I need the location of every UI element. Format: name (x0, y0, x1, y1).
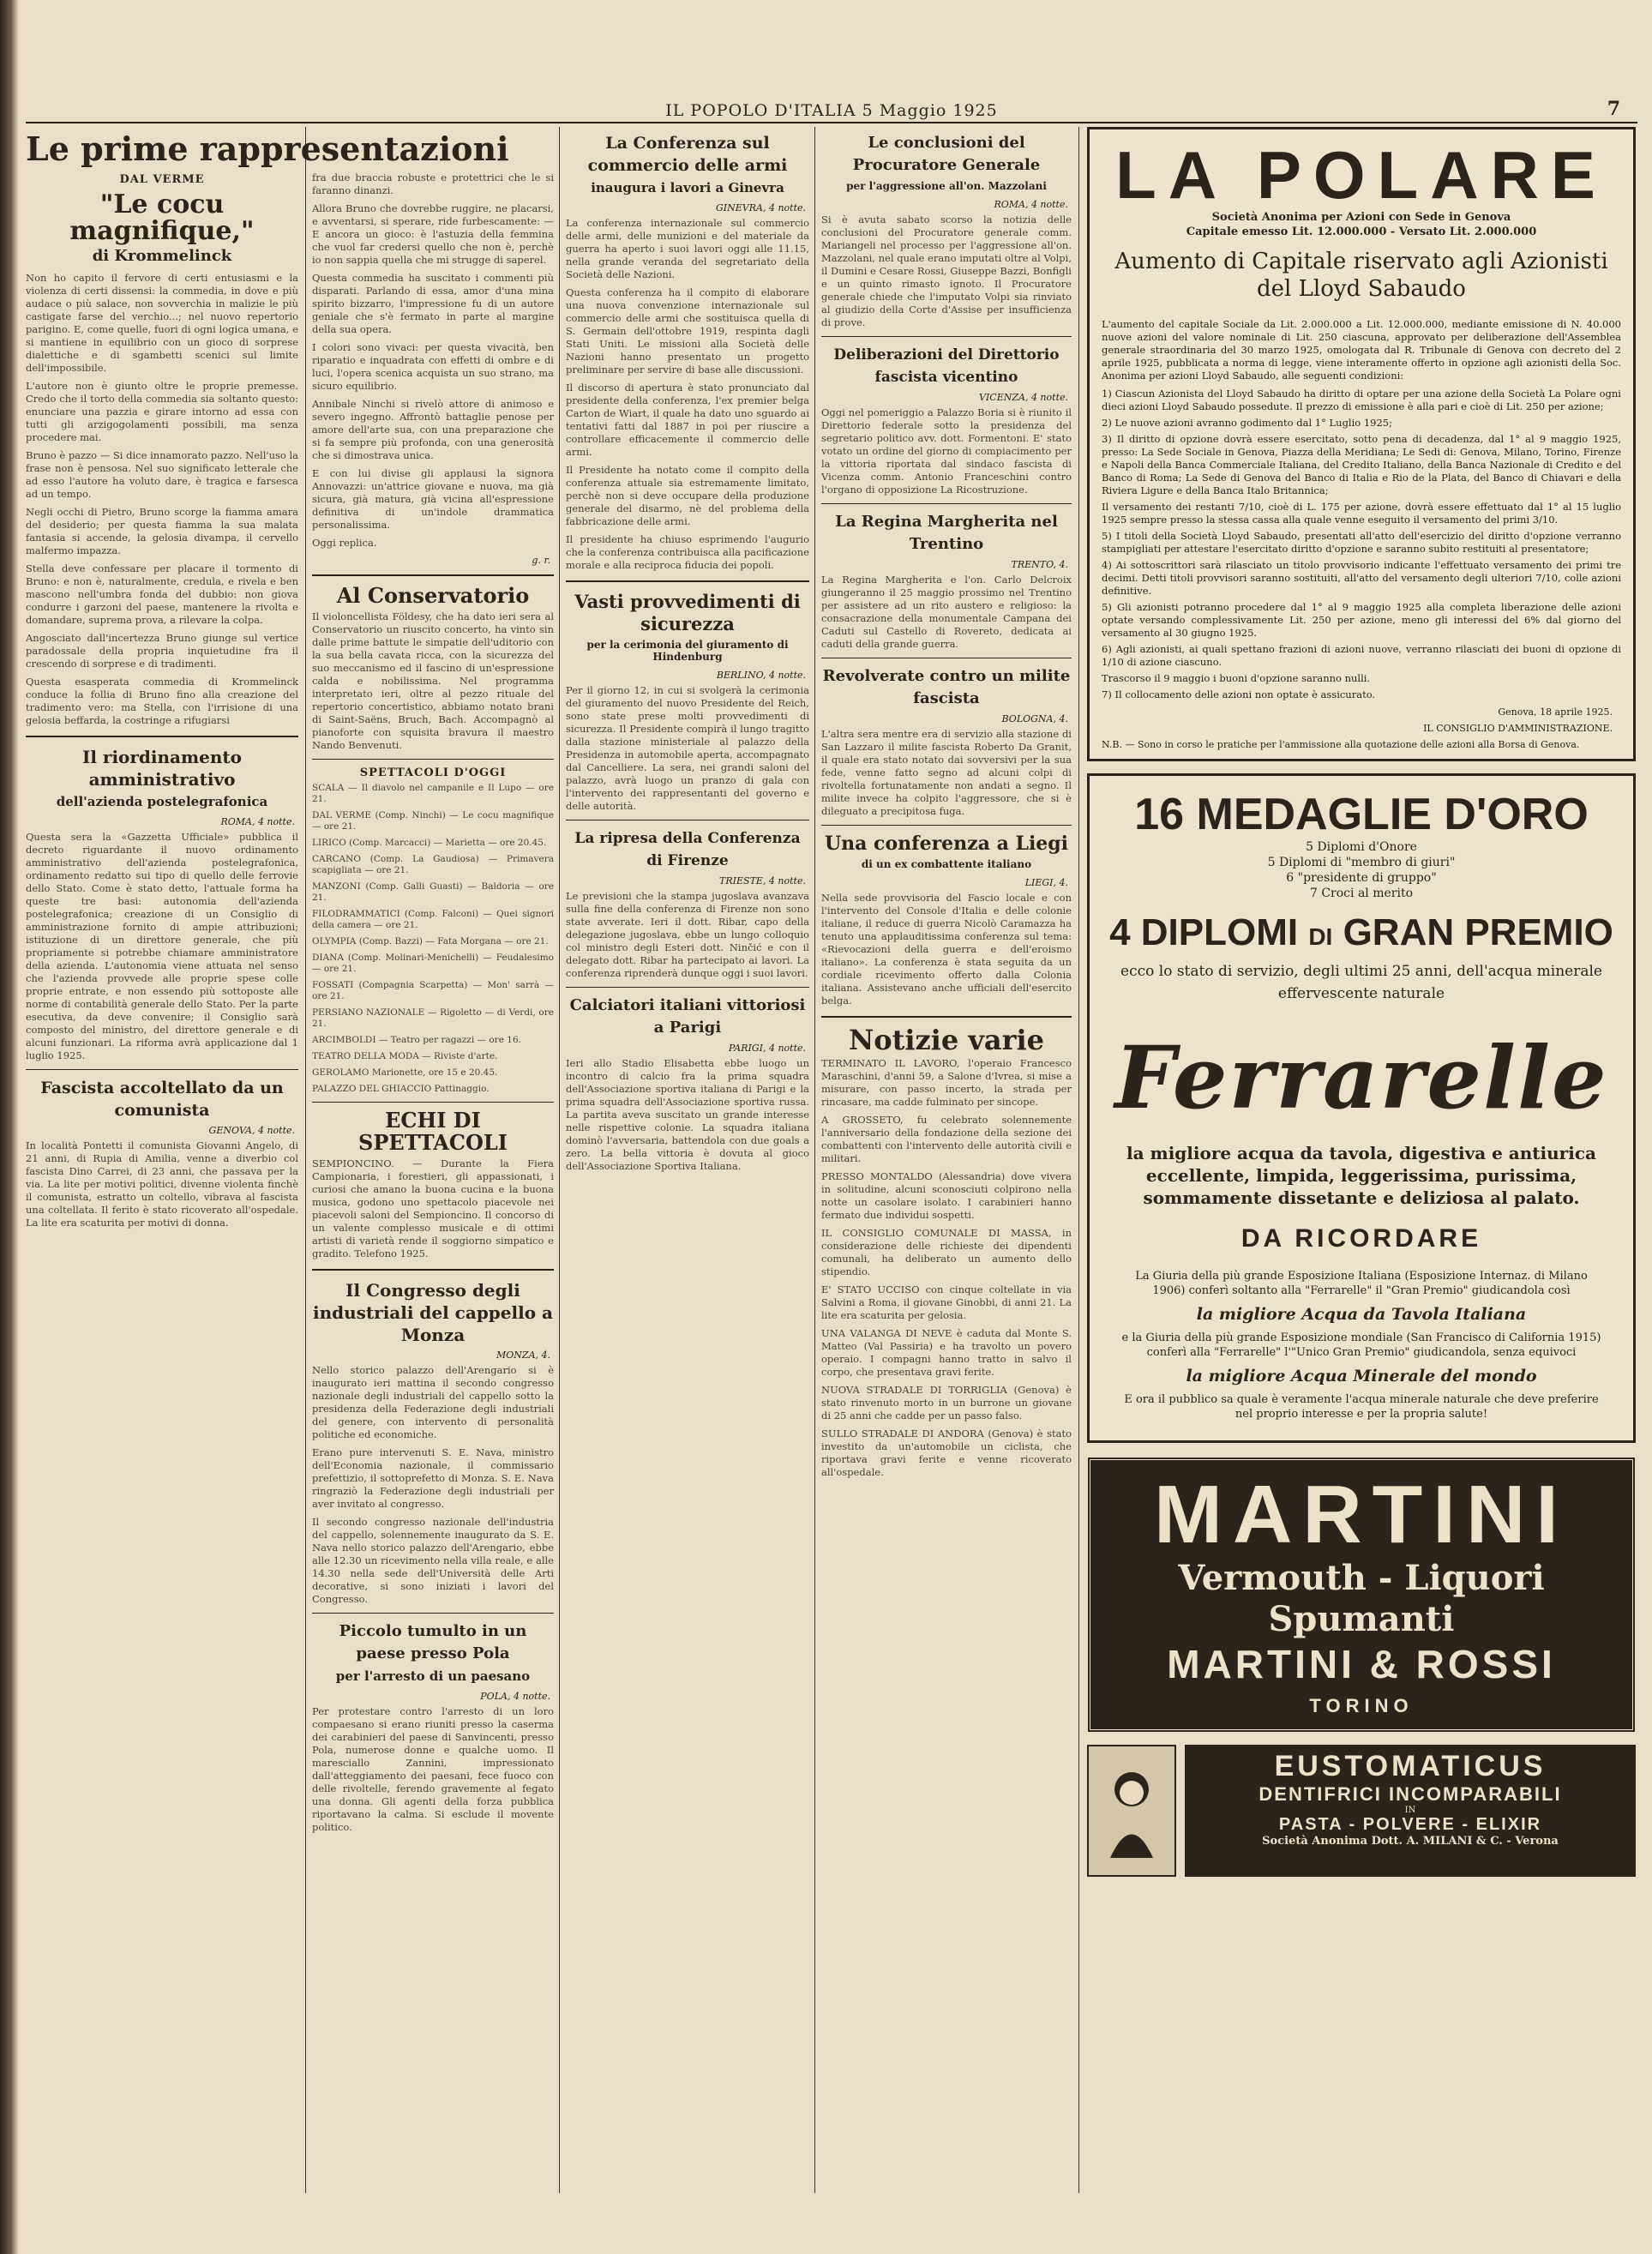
review-paragraph: Non ho capito il fervore di certi entusiasmi e la violenza di certi dissensi: la commedia, in dove e più audace o più salace, non sovverchia in malizie le più castigate farse del verchio...; nel nuovo repertorio parigino. E, come quelle, fuori di ogni logica umana, e si mantiene in equilibrio con un gioco di sorprese dialettiche e di sgambetti scenici sul limite dell'impossibile. (26, 271, 298, 374)
listing-item: ARCIMBOLDI — Teatro per ragazzi — ore 16. (312, 1035, 521, 1045)
listing-item: GEROLAMO Marionette, ore 15 e 20.45. (312, 1067, 498, 1078)
news-item: A GROSSETO, fu celebrato solennemente l'anniversario della fondazione della sezione dei combattenti con l'intervento delle autorità civili e militari. (821, 1113, 1072, 1164)
polare-point: 2) Le nuove azioni avranno godimento dal 1° Luglio 1925; (1102, 417, 1393, 429)
venue-name: DAL VERME (119, 172, 205, 186)
ferrarelle-diplomi-di: DI (1308, 923, 1333, 950)
portrait-illustration-icon (1087, 1745, 1176, 1877)
article-title: Vasti provvedimenti di sicurezza (574, 591, 801, 634)
article-paragraph: Nello storico palazzo dell'Arengario si è inaugurato ieri mattina il secondo congresso nazionale degli industriali del cappello sotto la presidenza della Federazione degli industriali del genere, con intervento di personalità politiche ed economiche. (312, 1364, 554, 1440)
review-paragraph: fra due braccia robuste e protettrici che le si faranno dinanzi. (312, 171, 554, 196)
martini-line: Vermouth - Liquori (1178, 1558, 1545, 1598)
section-divider (821, 1016, 1072, 1018)
news-item: E' STATO UCCISO con cinque coltellate in via Salvini a Roma, il giovane Ginobbi, di anni 21. La lite era scaturita per gelosia. (821, 1283, 1072, 1321)
review-paragraph: Bruno è pazzo — Si dice innamorato pazzo. Nell'uso la frase non è pensosa. Nel suo significato letterale che ad esso l'autore ha voluto dare, è tragica e farsesca ad un tempo. (26, 448, 298, 500)
article-dateline: VICENZA, 4 notte. (979, 392, 1068, 403)
section-divider (312, 574, 554, 576)
ferrarelle-stato: ecco lo stato di servizio, degli ultimi 25 anni, dell'acqua minerale effervescente naturale (1120, 963, 1602, 1002)
polare-note: N.B. — Sono in corso le pratiche per l'ammissione alla quotazione delle azioni alla Borsa di Genova. (1102, 739, 1580, 750)
article-subtitle: di un ex combattente italiano (861, 858, 1032, 870)
listing-item: FOSSATI (Compagnia Scarpetta) — Mon' sarrà — ore 21. (312, 980, 554, 1001)
page-header (26, 98, 1637, 123)
article-dateline: POLA, 4 notte. (480, 1691, 550, 1702)
section-title: Le prime rappresentazioni (26, 129, 509, 168)
article-title: La Regina Margherita nel Trentino (835, 513, 1058, 553)
article-dateline: BERLINO, 4 notte. (716, 670, 806, 681)
eustomaticus-in: IN (1404, 1806, 1416, 1815)
article-dateline: TRIESTE, 4 notte. (719, 875, 806, 887)
article-subtitle: per l'aggressione all'on. Mazzolani (846, 180, 1047, 192)
column-rule (559, 127, 560, 2193)
article-title: ECHI DI SPETTACOLI (358, 1108, 508, 1155)
article-body: Per protestare contro l'arresto di un loro compaesano si erano riuniti presso la caserma dei carabinieri del paese di Sanvincenti, presso Pola, numerose donne e qualche uomo. Il maresciallo Zannini, impressionato dall'atteggiamento dei paesani, fece fuoco con delle rivoltelle, ferendo gravemente al fegato una donna. Gli agenti della forza pubblica riportavano la calma. Si esclude il movente politico. (312, 1705, 554, 1833)
listing-item: MANZONI (Comp. Galli Guasti) — Baldoria — ore 21. (312, 881, 554, 903)
listing-item: DAL VERME (Comp. Ninchi) — Le cocu magnifique — ore 21. (312, 810, 554, 832)
column-rule (814, 127, 815, 2193)
review-paragraph: E con lui divise gli applausi la signora Annovazzi: un'attrice giovane e nuova, ma già sicura, già matura, già vicina all'espressione definitiva di un'indole drammatica personalissima. (312, 467, 554, 531)
review-paragraph: Angosciato dall'incertezza Bruno giunge sul vertice paradossale della propria inquietudine fra il crescendo di sorprese e di tradimenti. (26, 631, 298, 670)
section-divider (312, 1613, 554, 1614)
section-divider (566, 580, 809, 582)
article-title: Calciatori italiani vittoriosi a Parigi (569, 996, 806, 1037)
review-paragraph: Oggi replica. (312, 537, 377, 549)
article-body: In località Pontetti il comunista Giovanni Angelo, di 21 anni, di Rupia di Amilia, venne a diverbio col fascista Dino Carrei, di 23 anni, che passava per la via. La lite per motivi politici, divenne violenta finchè il comunista, estratto un coltello, vibrava al fascista una coltellata. Il ferito è stato ricoverato all'ospedale. La lite era scaturita per motivi di donna. (26, 1139, 298, 1229)
article-title: Il Congresso degli industriali del cappello a Monza (313, 1280, 553, 1345)
article-body (566, 217, 809, 572)
ferrarelle-sanfrancisco: e la Giuria della più grande Esposizione mondiale (San Francisco di California 1915) conferì alla "Ferrarelle" l'"Unico Gran Premio" giudicandola, senza equivoci (1121, 1331, 1601, 1359)
article-body: Per il giorno 12, in cui si svolgerà la cerimonia del giuramento del nuovo Presidente del Reich, sono state prese molti provvedimenti di sicurezza. Il Presidente compirà il lungo tragitto dalla stazione ministeriale al palazzo della Presidenza in automobile aperta, accompagnato dal Cancelliere. La sera, nei grandi saloni del palazzo, avrà luogo un pranzo di gala con l'intervento dei rappresentanti del governo e delle autorità. (566, 684, 809, 812)
polare-company: Società Anonima per Azioni con Sede in Genova (1211, 211, 1511, 224)
column-4 (821, 127, 1072, 2193)
review-continuation (312, 171, 554, 550)
ferrarelle-description: la migliore acqua da tavola, digestiva e antiurica eccellente, limpida, leggerissima, purissima, sommamente dissetante e deliziosa al palato. (1126, 1143, 1596, 1208)
eustomaticus-name: EUSTOMATICUS (1274, 1750, 1547, 1782)
ferrarelle-medals: 16 MEDAGLIE D'ORO (1134, 790, 1589, 839)
article-title: Al Conservatorio (336, 583, 530, 608)
ferrarelle-milano: La Giuria della più grande Esposizione Italiana (Esposizione Internaz. di Milano 1906) conferì soltanto alla "Ferrarelle" il "Gran Premio" giudicandola così (1135, 1270, 1588, 1297)
polare-point: 5) I titoli della Società Lloyd Sabaudo, presentati all'atto dell'esercizio del diritto d'opzione verranno stampigliati per attestare l'esercitato diritto d'opzione e saranno subito restituiti al presentatore; (1102, 530, 1621, 555)
martini-name: MARTINI (1154, 1469, 1569, 1560)
column-rule (305, 127, 306, 2193)
review-paragraph: Allora Bruno che dovrebbe ruggire, ne placarsi, e avventarsi, si sperare, ride furbescamente: — E ancora un gioco: è l'astuzia della femmina che vuol far credersi quello che non è, perchè io non sappia quella che mi strugge di saperel. (312, 202, 554, 266)
article-dateline: ROMA, 4 notte. (220, 815, 295, 827)
section-divider (312, 1102, 554, 1103)
martini-line: Spumanti (1268, 1599, 1455, 1639)
article-body: Le previsioni che la stampa jugoslava avanzava sulla fine della conferenza di Firenze non sono state avverate. Ieri il dott. Ribar, capo della delegazione jugoslava, ebbe un lungo colloquio col ministro degli Esteri dott. Ninčić e con il delegato dott. Ribar ha partecipato ai lavori. La conferenza riprenderà dunque oggi i suoi lavori. (566, 890, 809, 979)
article-paragraph: Erano pure intervenuti S. E. Nava, ministro dell'Economia nazionale, il commissario prefettizio, il sottoprefetto di Monza. S. E. Nava ringraziò la Federazione degli industriali per aver invitato al congresso. (312, 1446, 554, 1510)
ferrarelle-award: 5 Diplomi di "membro di giuri" (1267, 856, 1456, 869)
article-body: La Regina Margherita e l'on. Carlo Delcroix giungeranno il 25 maggio prossimo nel Trentino per assistere ad un rito austero e religioso: la consacrazione della monumentale Campana dei Caduti sul Castello di Rovereto, dedicata ai caduti della grande guerra. (821, 574, 1072, 650)
listing-item: SCALA — Il diavolo nel campanile e Il Lupo — ore 21. (312, 783, 554, 804)
ferrarelle-award: 7 Croci al merito (1309, 887, 1414, 900)
polare-point: 3) Il diritto di opzione dovrà essere esercitato, sotto pena di decadenza, dal 1° al 9 maggio 1925, presso: La Sede Sociale in Genova, Piazza della Meridiana; Le Sedi di: Genova, Milano, Torino, Firenze e Napoli della Banca Commerciale Italiana, del Credito Italiano, della Banca Nazionale di Credito e del Banco di Roma; La Sede di Genova del Banco di Italia e Rio de la Plata, del Banco di Chiavari e della Riviera Ligure e della Banca Italo Britannica; (1102, 433, 1621, 496)
news-item: UNA VALANGA DI NEVE è caduta dal Monte S. Matteo (Val Passiria) e ha travolto un povero operaio. I compagni hanno tratto in salvo il corpo, che presentava gravi ferite. (821, 1326, 1072, 1378)
listing-item: LIRICO (Comp. Marcacci) — Marietta — ore 20.45. (312, 838, 547, 848)
article-subtitle: per la cerimonia del giuramento di Hindenburg (586, 639, 789, 663)
page-binding-shadow (0, 0, 19, 2254)
listing-item: FILODRAMMATICI (Comp. Falconi) — Quei signori della camera — ore 21. (312, 909, 554, 930)
column-3 (566, 127, 809, 2193)
martini-brand: MARTINI & ROSSI (1167, 1642, 1556, 1686)
news-item: PRESSO MONTALDO (Alessandria) dove vivera in solitudine, alcuni sconosciuti colpirono nella notte un casolare isolato. I carabinieri hanno fermato due individui sospetti. (821, 1169, 1072, 1221)
section-divider (821, 336, 1072, 337)
article-body: SEMPIONCINO. — Durante la Fiera Campionaria, i forestieri, gli appassionati, i curiosi che amano la buona cucina e la buona musica, godono uno spettacolo piacevole nei piacevoli saloni del Sempioncino. Il concorso di un valente complesso musicale e di ottimi artisti di varietà rende il soggiorno simpatico e gradito. Telefono 1925. (312, 1157, 554, 1259)
column-2 (312, 171, 554, 2238)
ferrarelle-brand: Ferrarelle (1114, 1027, 1608, 1128)
ferrarelle-tagline: la migliore Acqua da Tavola Italiana (1196, 1305, 1527, 1324)
polare-intro: L'aumento del capitale Sociale da Lit. 2.000.000 a Lit. 12.000.000, mediante emissione di N. 40.000 nuove azioni del valore nominale di Lit. 250 ciascuna, approvato per deliberazione dell'Assemblea generale straordinaria del 30 marzo 1925, omologata dal R. Tribunale di Genova con decreto del 2 aprile 1925, pubblicata a norma di legge, viene interamente offerto in opzione agli azionisti della Soc. Anonima per azioni Lloyd Sabaudo, alle seguenti condizioni: (1102, 318, 1621, 382)
ferrarelle-ad (1087, 773, 1636, 1443)
review-signature: g. r. (532, 555, 550, 566)
martini-ad (1087, 1457, 1636, 1733)
polare-heading: Aumento di Capitale riservato agli Azionisti del Lloyd Sabaudo (1114, 249, 1608, 302)
article-title: Revolverate contro un milite fascista (822, 667, 1071, 707)
listing-item: PALAZZO DEL GHIACCIO Pattinaggio. (312, 1084, 490, 1094)
review-paragraph: Negli occhi di Pietro, Bruno scorge la fiamma amara del desiderio; per questa fiamma la sua malata fantasia si accende, la gelosia divampa, il cervello malfermo impazza. (26, 505, 298, 556)
section-divider (312, 759, 554, 760)
play-title: "Le cocu magnifique," (69, 189, 255, 247)
section-divider (566, 987, 809, 988)
ferrarelle-tagline: la migliore Acqua Minerale del mondo (1186, 1367, 1537, 1385)
ferrarelle-diplomi (1108, 910, 1614, 960)
article-body: Ieri allo Stadio Elisabetta ebbe luogo un incontro di calcio fra la prima squadra dell'Associazione sportiva italiana di Parigi e la prima squadra dell'Associazione sportiva russa. La partita aveva suscitato un grande interesse nelle rispettive colonie. La squadra italiana dominò l'avversaria, battendola con due goals a zero. La bella vittoria è dovuta al gioco dell'Associazione Sportiva Italiana. (566, 1057, 809, 1172)
article-paragraph: Il secondo congresso nazionale dell'industria del cappello, solennemente inaugurato da S. E. Nava nello storico palazzo dell'Arengario, ebbe alle 12.30 un ricevimento nella villa reale, e alle 14.30 nella sede dell'Università delle Arti decorative, si sono iniziati i lavori del Congresso. (312, 1516, 554, 1605)
article-body: Si è avuta sabato scorso la notizia delle conclusioni del Procuratore generale comm. Mariangeli nel processo per l'aggressione all'on. Mazzolani, nel quale erano imputati oltre al Volpi, il Dumini e Cesare Rossi, Giuseppe Bazzi, Bonfigli e un quinto rimasto ignoto. Il Procuratore generale chiede che l'imputato Volpi sia rinviato al giudizio della Corte d'Assise per insufficienza di prove. (821, 213, 1072, 328)
news-items (821, 1057, 1072, 1479)
section-divider (821, 825, 1072, 826)
news-item: SULLO STRADALE DI ANDORA (Genova) è stato investito da un'automobile un ciclista, che riportava gravi ferite e venne ricoverato all'ospedale. (821, 1427, 1072, 1478)
eustomaticus-ad (1087, 1745, 1636, 1877)
ferrarelle-award: 5 Diplomi d'Onore (1306, 840, 1417, 854)
polare-ad (1087, 127, 1636, 761)
article-paragraph: Il Presidente ha notato come il compito della conferenza attuale sia estremamente limitato, perchè non si deve occupare della produzione generale del disarmo, nè del problema della fabbricazione delle armi. (566, 464, 809, 527)
column-rule (1078, 127, 1079, 2193)
article-dateline: GENOVA, 4 notte. (208, 1124, 295, 1136)
eustomaticus-text (1185, 1745, 1636, 1877)
article-title: La ripresa della Conferenza di Firenze (574, 830, 801, 869)
article-body: Nella sede provvisoria del Fascio locale e con l'intervento del Console d'Italia e delle colonie italiane, il reduce di guerra Nicolò Caramazza ha tenuto una applauditissima conferenza sul tema: «Rievocazioni della guerra e dell'eroismo italiano». La conferenza è stata seguita da un cordiale ricevimento offerto dalla Colonia italiana. Assistevano anche ufficiali dell'esercito belga. (821, 892, 1072, 1007)
ads-column (1087, 127, 1636, 2193)
article-dateline: TRENTO, 4. (1011, 559, 1068, 570)
polare-title: LA POLARE (1115, 137, 1607, 213)
news-item: NUOVA STRADALE DI TORRIGLIA (Genova) è stato rinvenuto morto in un burrone un giovane di 25 anni che cadde per un passo falso. (821, 1383, 1072, 1422)
martini-city: TORINO (1309, 1695, 1414, 1716)
polare-point: 4) Ai sottoscrittori sarà rilasciato un titolo provvisorio indicante l'effettuato versamento dei primi tre decimi. Detti titoli provvisori saranno sostituiti, all'atto del versamento degli ulteriori 7/10, colle azioni definitive. (1102, 559, 1621, 597)
article-paragraph: Questa conferenza ha il compito di elaborare una nuova convenzione internazionale sul commercio delle armi che sostituisca quella di S. Germain dell'ottobre 1919, respinta dagli Stati Uniti. Le missioni alla Società delle Nazioni hanno presentato un progetto preliminare per servire di base alle discussioni. (566, 286, 809, 376)
review-paragraph: Annibale Ninchi si rivelò attore di animoso e severo ingegno. Affrontò battaglie penose per amore dell'arte sua, con una preparazione che si fa sempre più profonda, con una generosità che si dimostrava unica. (312, 398, 554, 461)
article-title: Notizie varie (848, 1024, 1045, 1056)
article-dateline: ROMA, 4 notte. (994, 199, 1068, 210)
section-divider (26, 1069, 298, 1070)
article-title: Piccolo tumulto in un paese presso Pola (339, 1622, 527, 1662)
listing-item: TEATRO DELLA MODA — Riviste d'arte. (312, 1051, 498, 1061)
ferrarelle-award: 6 "presidente di gruppo" (1286, 871, 1437, 885)
polare-point: Trascorso il 9 maggio i buoni d'opzione saranno nulli. (1102, 672, 1371, 684)
eustomaticus-forms: PASTA - POLVERE - ELIXIR (1278, 1815, 1542, 1834)
section-divider (821, 503, 1072, 504)
article-dateline: BOLOGNA, 4. (1001, 713, 1068, 724)
section-divider (312, 1269, 554, 1271)
article-paragraph: La conferenza internazionale sul commercio delle armi, delle munizioni e del materiale da guerra ha aperto i suoi lavori oggi alle 11.15, nella grande veranda del segretariato della Società delle Nazioni. (566, 217, 809, 280)
review-paragraph: Questa esasperata commedia di Krommelinck conduce la follia di Bruno fino alla creazione del tradimento vero: ma Stella, con l'irrisione di una gelosia beffarda, la costringe a rifugiarsi (26, 675, 298, 726)
polare-point: 7) Il collocamento delle azioni non optate è assicurato. (1102, 688, 1376, 700)
review-paragraph: L'autore non è giunto oltre le proprie premesse. Credo che il torto della commedia sia soltanto questo: enunciare una pazzia e girare intorno ad essa con tutti gli arzigogolamenti possibili, ma senza procedere mai. (26, 379, 298, 443)
section-divider (26, 736, 298, 737)
play-author: di Krommelinck (92, 246, 232, 265)
listing-item: DIANA (Comp. Molinari-Menichelli) — Feudalesimo — ore 21. (312, 953, 554, 974)
article-title: Deliberazioni del Direttorio fascista vicentino (833, 346, 1060, 386)
listings-title: SPETTACOLI D'OGGI (359, 766, 507, 779)
article-title: Una conferenza a Liegi (824, 832, 1069, 855)
polare-point: 1) Ciascun Azionista del Lloyd Sabaudo ha diritto di optare per una azione della Società La Polare ogni dieci azioni Lloyd Sabaudo possedute. Il prezzo di emissione è alla pari e cioè di Lit. 250 per azione; (1102, 388, 1621, 412)
news-item: IL CONSIGLIO COMUNALE DI MASSA, in considerazione delle richieste dei dipendenti comunali, ha deliberato un aumento dello stipendio. (821, 1226, 1072, 1277)
ferrarelle-diplomi-num: 4 DIPLOMI (1109, 911, 1299, 953)
polare-point: 5) Gli azionisti potranno procedere dal 1° al 9 maggio 1925 alla completa liberazione delle azioni optate versando complessivamente Lit. 250 per azione, meno gli interessi del 6% dal giorno del versamento al 30 giugno 1925. (1102, 601, 1621, 639)
listing-item: OLYMPIA (Comp. Bazzi) — Fata Morgana — ore 21. (312, 936, 549, 947)
polare-board: IL CONSIGLIO D'AMMINISTRAZIONE. (1423, 723, 1613, 734)
ferrarelle-diplomi-gp: GRAN PREMIO (1343, 911, 1613, 953)
listing-item: CARCANO (Comp. La Gaudiosa) — Primavera scapigliata — ore 21. (312, 854, 554, 875)
ferrarelle-closing: E ora il pubblico sa quale è veramente l'acqua minerale naturale che deve preferire nel proprio interesse e per la propria salute! (1124, 1393, 1599, 1421)
article-subtitle: dell'azienda postelegrafonica (56, 793, 268, 809)
review-paragraph: I colori sono vivaci: per questa vivacità, ben riparatio e inquadrata con effetti di ombre e di luci, l'opera scenica acquista un suo strano, ma sicuro equilibrio. (312, 341, 554, 392)
polare-point: 6) Agli azionisti, ai quali spettano frazioni di azioni nuove, verranno rilasciati dei buoni di opzione di 1/10 di azione ciascuno. (1102, 643, 1621, 668)
article-paragraph: Il presidente ha chiuso esprimendo l'augurio che la conferenza contribuisca alla pacificazione morale e alla reciproca fiducia dei popoli. (566, 533, 809, 571)
article-title: La Conferenza sul commercio delle armi (587, 134, 788, 175)
polare-point: Il versamento dei restanti 7/10, cioè di L. 175 per azione, dovrà essere effettuato dal 1° al 15 luglio 1925 sempre presso la stessa cassa alla quale venne eseguito il versamento del primi 3/10. (1102, 501, 1621, 526)
polare-date: Genova, 18 aprile 1925. (1498, 706, 1613, 718)
article-subtitle: per l'arresto di un paesano (335, 1668, 531, 1684)
article-dateline: LIEGI, 4. (1024, 877, 1068, 888)
article-body: Questa sera la «Gazzetta Ufficiale» pubblica il decreto riguardante il nuovo ordinamento amministrativo dell'azienda postelegrafonica, ordinamento redatto sui tipo di quello delle ferrovie dello Stato. Come è stato detto, l'attuale forma ha queste tre basi: autonomia dell'azienda postelegrafonica; creazione di un Consiglio di amministrazione fornito di ampie attribuzioni; istituzione di un direttore generale, che più propriamente si potrebbe chiamare amministratore della azienda. L'autonomia viene attuata nel senso che l'azienda provvede alle proprie spese colle proprie entrate, e non essendo più sottoposte alle norme di contabilità generale dello Stato. Per la parte esecutiva, da deve convenire; il Consiglio sarà composto del ministro, del direttore generale e di alcuni funzionari. La riforma avrà applicazione dal 1 luglio 1925. (26, 830, 298, 1061)
article-title: Il riordinamento amministrativo (81, 746, 242, 790)
article-body: Oggi nel pomeriggio a Palazzo Boria si è riunito il Direttorio federale sotto la presidenza del segretario politico avv. dott. Formentoni. E' stato votato un ordine del giorno di compiacimento per la vittoria riportata dal sindaco fascista di Vicenza comm. Antonio Franceschini contro l'organo di opposizione La Ricostruzione. (821, 406, 1072, 496)
article-dateline: PARIGI, 4 notte. (728, 1043, 806, 1054)
polare-capital: Capitale emesso Lit. 12.000.000 - Versato Lit. 2.000.000 (1186, 225, 1537, 238)
article-paragraph: Il discorso di apertura è stato pronunciato dal presidente della conferenza, l'ex premier belga Carton de Wiart, il quale ha dato uno sguardo ai tentativi fatti dal 1887 in poi per riuscire a controllare efficacemente il commercio delle armi. (566, 382, 809, 458)
header-date: IL POPOLO D'ITALIA 5 Maggio 1925 (665, 101, 998, 120)
review-body (26, 272, 298, 727)
news-item: TERMINATO IL LAVORO, l'operaio Francesco Maraschini, d'anni 59, a Salone d'Ivrea, si mise a misurare, con passo incerto, la strada per rincasare, ma cadde fulminato per sincope. (821, 1056, 1072, 1108)
article-body: Il violoncellista Földesy, che ha dato ieri sera al Conservatorio un riuscito concerto, ha vinto sin dalle prime battute le simpatie dell'uditorio con la sua bella cavata ricca, con la sicurezza del suo meccanismo ed il fascino di un'espressione calda e nobilissima. Nel programma interpretato ieri, oltre al pezzo rituale del repertorio concertistico, abbiamo notato brani di Saint-Saëns, Bruch, Bach. Accompagnò al pianoforte con squisita bravura il maestro Nando Benvenuti. (312, 610, 554, 751)
listings (312, 783, 554, 1095)
article-dateline: MONZA, 4. (496, 1349, 550, 1361)
page-number: 7 (1607, 98, 1620, 120)
eustomaticus-line: DENTIFRICI INCOMPARABILI (1259, 1783, 1562, 1805)
article-body (312, 1364, 554, 1606)
review-paragraph: Stella deve confessare per placare il tormento di Bruno: e non è, naturalmente, credula, e rivela e ben mascono nell'umbra fonda del dubbio: non giova condurre i garzoni del paese, mantenere la rivolta e domandare, suprema prova, a rilevare la colpa. (26, 562, 298, 626)
eustomaticus-company: Società Anonima Dott. A. MILANI & C. - Verona (1262, 1835, 1559, 1848)
ferrarelle-ricordare: DA RICORDARE (1241, 1224, 1482, 1253)
article-dateline: GINEVRA, 4 notte. (716, 202, 806, 213)
article-body: L'altra sera mentre era di servizio alla stazione di San Lazzaro il milite fascista Roberto Da Granit, il quale era stato notato dai sovversivi per la sua fede, venne fatto segno ad alcuni colpi di rivoltella fortunatamente non andati a segno. Il milite invece ha colpito l'aggressore, che si è dileguato a precipitosa fuga. (821, 728, 1072, 817)
article-title: Fascista accoltellato da un comunista (40, 1078, 284, 1120)
article-subtitle: inaugura i lavori a Ginevra (591, 180, 784, 195)
review-paragraph: Questa commedia ha suscitato i commenti più disparati. Parlando di essa, amor d'una mina spirito bizzarro, l'impressione fu di un autore geniale che s'è fermato in parte al margine della sua opera. (312, 272, 554, 335)
listing-item: PERSIANO NAZIONALE — Rigoletto — di Verdi, ore 21. (312, 1007, 554, 1029)
article-title: Le conclusioni del Procuratore Generale (852, 134, 1041, 174)
